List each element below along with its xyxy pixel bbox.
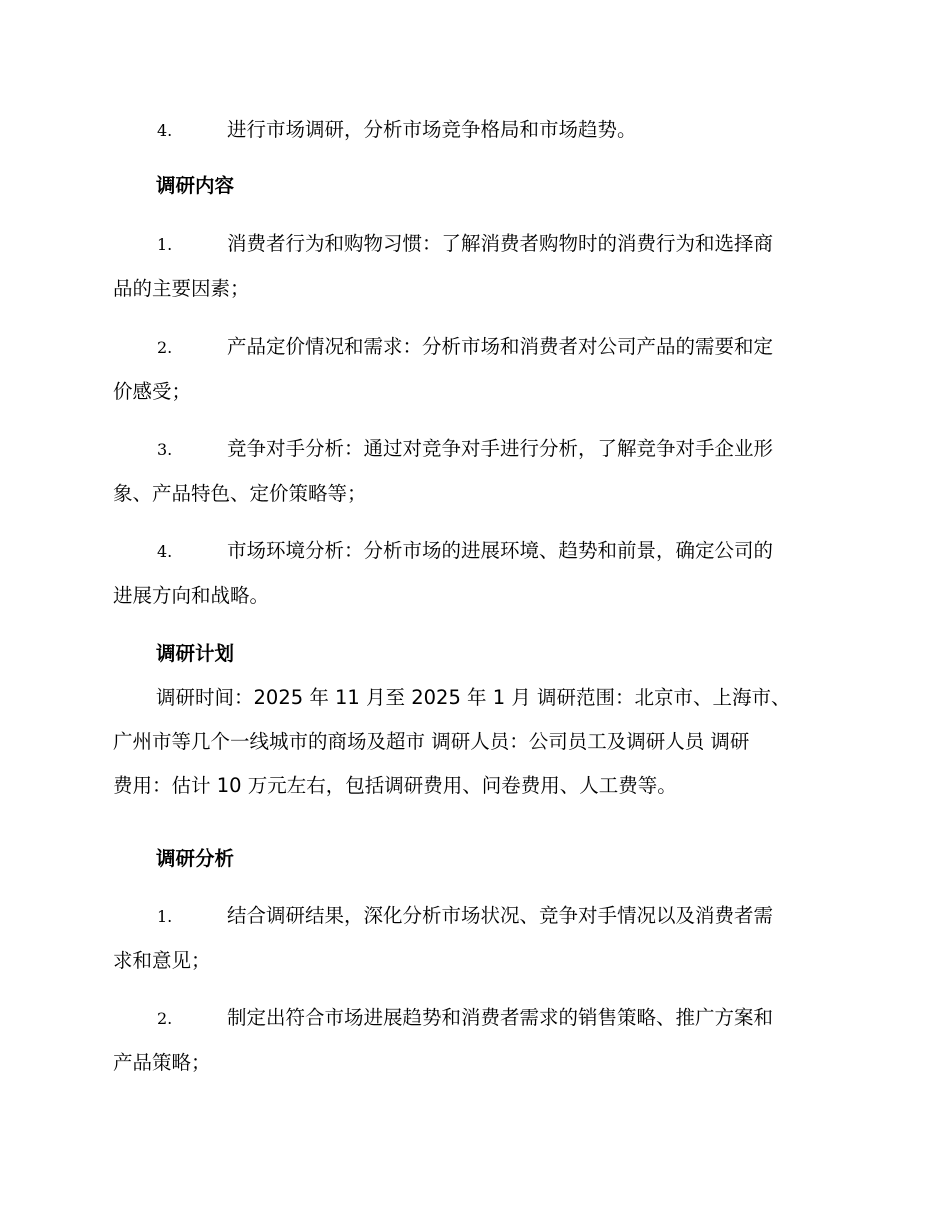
list-item <box>113 427 835 516</box>
list-number: 2. <box>157 1009 173 1028</box>
section-heading-plan: 调研计划 <box>156 642 235 665</box>
list-item <box>113 894 835 983</box>
plan-paragraph <box>113 676 835 808</box>
list-item <box>113 222 835 311</box>
list-text: 结合调研结果，深化分析市场状况、竞争对手情况以及消费者需 <box>227 904 774 927</box>
list-item <box>113 529 835 618</box>
section-heading-analysis: 调研分析 <box>156 847 235 870</box>
section-heading-content: 调研内容 <box>156 174 235 197</box>
list-text: 消费者行为和购物习惯：了解消费者购物时的消费行为和选择商 <box>227 232 774 255</box>
list-text: 竞争对手分析：通过对竞争对手进行分析，了解竞争对手企业形 <box>227 437 774 460</box>
paragraph-line: 调研时间：2025 年 11 月至 2025 年 1 月 调研范围：北京市、上海市、 <box>156 686 791 709</box>
list-text-continued: 进展方向和战略。 <box>113 584 270 607</box>
paragraph-line: 广州市等几个一线城市的商场及超市 调研人员：公司员工及调研人员 调研 <box>113 730 750 753</box>
list-item <box>113 996 835 1085</box>
list-text-continued: 产品策略； <box>113 1051 211 1074</box>
list-number: 2. <box>157 338 173 357</box>
list-text-continued: 品的主要因素； <box>113 277 250 300</box>
paragraph-line: 费用：估计 10 万元左右，包括调研费用、问卷费用、人工费等。 <box>113 774 677 797</box>
list-text: 进行市场调研，分析市场竞争格局和市场趋势。 <box>227 118 637 141</box>
list-item <box>113 325 835 414</box>
list-number: 3. <box>157 440 173 459</box>
list-text-continued: 求和意见； <box>113 949 211 972</box>
list-number: 4. <box>157 121 173 140</box>
list-text-continued: 象、产品特色、定价策略等； <box>113 482 367 505</box>
list-item <box>113 108 835 153</box>
list-text: 产品定价情况和需求：分析市场和消费者对公司产品的需要和定 <box>227 335 774 358</box>
list-text: 制定出符合市场进展趋势和消费者需求的销售策略、推广方案和 <box>227 1006 774 1029</box>
list-number: 1. <box>157 907 173 926</box>
list-number: 1. <box>157 235 173 254</box>
list-text-continued: 价感受； <box>113 380 192 403</box>
list-text: 市场环境分析：分析市场的进展环境、趋势和前景，确定公司的 <box>227 539 774 562</box>
list-number: 4. <box>157 542 173 561</box>
